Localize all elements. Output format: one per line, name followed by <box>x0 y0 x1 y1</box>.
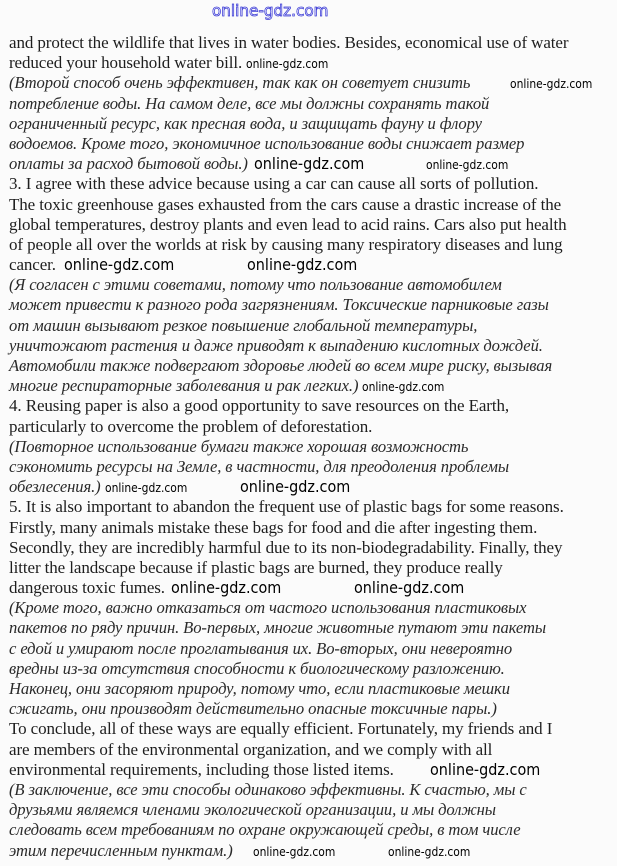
text-line <box>9 53 606 73</box>
line-text: Secondly, they are incredibly harmful due to its non-biodegradability. Finally, they <box>9 537 563 557</box>
line-text: ограниченный ресурс, как пресная вода, и защищать фауну и флору <box>9 113 482 133</box>
line-text: Наконец, они засоряют природу, потому что, если пластиковые мешки <box>9 679 510 698</box>
line-text: Firstly, many animals mistake these bags for food and die after ingesting them. <box>9 517 538 537</box>
watermark: online-gdz.com <box>170 578 282 598</box>
line-text: (Кроме того, важно отказаться от частого использования пластиковых <box>9 598 527 618</box>
translation-line <box>9 841 606 861</box>
text-line <box>9 33 606 53</box>
line-text: водоемов. Кроме того, экономичное использование воды снижает размер <box>9 133 525 153</box>
line-text: обезлесения.) <box>9 477 101 497</box>
line-text: может привести к разного рода загрязнениям. Токсические парниковые газы <box>9 295 549 315</box>
line-text: (Второй способ очень эффективен, так как он советует снизить <box>9 73 471 93</box>
text-line <box>9 255 606 275</box>
line-text: многие респираторные заболевания и рак легких.) <box>9 376 359 396</box>
line-text: друзьями являемся членами экологической организации, и мы должны <box>9 800 496 820</box>
translation-line <box>9 275 606 295</box>
translation-line <box>9 73 606 93</box>
watermark: online-gdz.com <box>63 255 175 275</box>
line-text: of people all over the worlds at risk by causing many respiratory diseases and lung <box>9 234 563 254</box>
line-text: пакетов по ряду причин. Во-первых, многие животные путают эти пакеты <box>9 618 546 638</box>
translation-line <box>9 376 606 396</box>
translation-line <box>9 316 606 336</box>
watermark: online-gdz.com <box>246 56 329 72</box>
watermark: online-gdz.com <box>426 157 509 173</box>
line-text: вредны из-за отсутствия способности к биологическому разложению. <box>9 658 505 678</box>
translation-line <box>9 780 606 800</box>
line-text: Автомобили также подвергают здоровье людей во всем мире риску, вызывая <box>9 356 553 375</box>
text-line <box>9 760 606 780</box>
translation-line <box>9 356 606 376</box>
text-line <box>9 578 606 598</box>
text-line <box>9 538 606 558</box>
line-text: оплаты за расход бытовой воды.) <box>9 154 248 174</box>
translation-line <box>9 659 606 679</box>
line-text: and protect the wildlife that lives in water bodies. Besides, economical use of water <box>9 33 569 52</box>
translation-line <box>9 800 606 820</box>
text-line <box>9 417 606 437</box>
translation-line <box>9 679 606 699</box>
text-line <box>9 195 606 215</box>
line-text: cancer. <box>9 255 56 275</box>
text-line <box>9 518 606 538</box>
line-text: are members of the environmental organization, and we comply with all <box>9 739 493 759</box>
line-text: сжигать, они производят действительно опасные токсичные пары.) <box>9 699 497 719</box>
watermark: online-gdz.com <box>246 255 357 275</box>
watermark: online-gdz.com <box>429 759 541 779</box>
translation-line <box>9 699 606 719</box>
translation-line <box>9 154 606 174</box>
watermark: online-gdz.com <box>510 76 593 92</box>
line-text: particularly to overcome the problem of deforestation. <box>9 416 373 436</box>
watermark: online-gdz.com <box>362 379 445 395</box>
text-line <box>9 215 606 235</box>
translation-line <box>9 457 606 477</box>
line-text: (Я согласен с этими советами, потому что пользование автомобилем <box>9 275 502 295</box>
text-line <box>9 740 606 760</box>
line-text: dangerous toxic fumes. <box>9 578 165 598</box>
translation-line <box>9 477 606 497</box>
text-line <box>9 719 606 739</box>
watermark: online-gdz.com <box>252 843 335 859</box>
line-text: с едой и умирают после проглатывания их. Во-вторых, они невероятно <box>9 638 513 658</box>
document-text <box>9 33 606 861</box>
watermark: online-gdz.com <box>353 578 464 598</box>
line-text: уничтожают растения и даже приводят к выпадению кислотных дождей. <box>9 335 543 355</box>
watermark: online-gdz.com <box>212 1 329 20</box>
translation-line <box>9 134 606 154</box>
translation-line <box>9 598 606 618</box>
text-line <box>9 174 606 194</box>
line-text: global temperatures, destroy plants and even lead to acid rains. Cars also put health <box>9 214 567 234</box>
line-text: (В заключение, все эти способы одинаково эффективны. К счастью, мы с <box>9 779 527 799</box>
watermark: online-gdz.com <box>240 477 351 497</box>
translation-line <box>9 820 606 840</box>
text-line <box>9 558 606 578</box>
line-text: litter the landscape because if plastic bags are burned, they produce really <box>9 557 503 577</box>
text-line <box>9 396 606 416</box>
line-text: reduced your household water bill. <box>9 53 243 73</box>
watermark: online-gdz.com <box>253 154 365 174</box>
line-text: от машин вызывают резкое повышение глобальной температуры, <box>9 315 478 335</box>
watermark: online-gdz.com <box>104 480 187 496</box>
text-line <box>9 235 606 255</box>
translation-line <box>9 94 606 114</box>
translation-line <box>9 639 606 659</box>
watermark: online-gdz.com <box>388 843 471 859</box>
translation-line <box>9 336 606 356</box>
line-text: To conclude, all of these ways are equally efficient. Fortunately, my friends and I <box>9 719 553 739</box>
line-text: 3. I agree with these advice because using a car can cause all sorts of pollution. <box>9 174 539 194</box>
line-text: следовать всем требованиям по охране окружающей среды, в том числе <box>9 820 521 840</box>
line-text: (Повторное использование бумаги также хорошая возможность <box>9 436 469 456</box>
line-text: environmental requirements, including those listed items. <box>9 759 394 779</box>
line-text: 5. It is also important to abandon the frequent use of plastic bags for some reasons. <box>9 497 564 517</box>
text-line <box>9 497 606 517</box>
line-text: The toxic greenhouse gases exhausted from the cars cause a drastic increase of the <box>9 194 562 214</box>
translation-line <box>9 295 606 315</box>
line-text: сэкономить ресурсы на Земле, в частности, для преодоления проблемы <box>9 456 510 476</box>
line-text: потребление воды. На самом деле, все мы должны сохранять такой <box>9 93 490 113</box>
translation-line <box>9 618 606 638</box>
line-text: этим перечисленным пунктам.) <box>9 840 233 860</box>
translation-line <box>9 114 606 134</box>
line-text: 4. Reusing paper is also a good opportunity to save resources on the Earth, <box>9 396 510 416</box>
translation-line <box>9 437 606 457</box>
